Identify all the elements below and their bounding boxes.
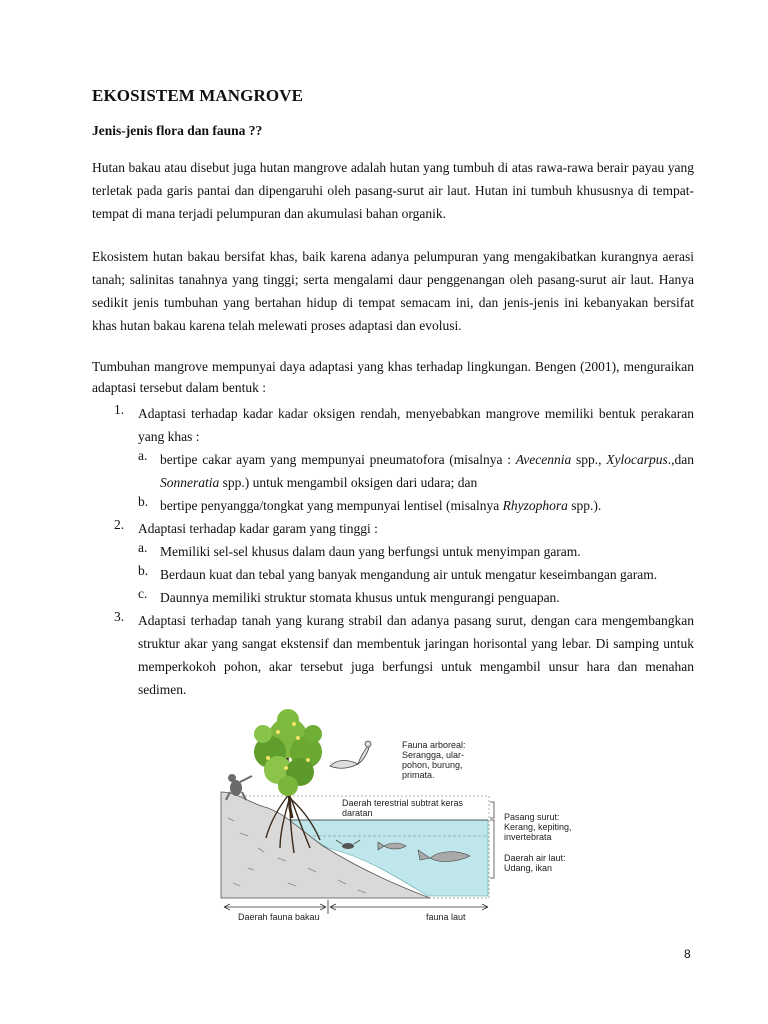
- species-name: Xylocarpus: [606, 452, 668, 467]
- paragraph-1: Hutan bakau atau disebut juga hutan mangrove adalah hutan yang tumbuh di atas rawa-rawa berair payau yang terletak pada garis pantai dan dipengaruhi oleh pasang-surut air laut. Hutan ini tumbuh khususnya di tempat-tempat di mana terjadi pelumpuran dan akumulasi bahan organik.: [92, 160, 694, 221]
- mangrove-ecosystem-figure: [218, 708, 590, 928]
- paragraph-3: Tumbuhan mangrove mempunyai daya adaptasi yang khas terhadap lingkungan. Bengen (2001), menguraikan adaptasi tersebut dalam bentuk :: [92, 359, 694, 395]
- list-number: 1.: [114, 402, 125, 417]
- page-title: EKOSISTEM MANGROVE: [92, 86, 304, 105]
- sub-letter: b.: [138, 494, 149, 509]
- page-number: 8: [684, 947, 691, 961]
- tidal-zone-label: Pasang surut: Kerang, kepiting, invertebrata: [504, 812, 572, 842]
- sub-text: bertipe penyangga/tongkat yang mempunyai lentisel (misalnya Rhyzophora spp.).: [160, 498, 602, 513]
- sub-letter: b.: [138, 563, 149, 578]
- list-number: 2.: [114, 517, 125, 532]
- list-text: Adaptasi terhadap kadar garam yang tinggi :: [138, 521, 378, 536]
- section-subtitle: Jenis-jenis flora dan fauna ??: [92, 123, 263, 138]
- sea-fauna-label: fauna laut: [426, 912, 466, 922]
- sub-text: Daunnya memiliki struktur stomata khusus untuk mengurangi penguapan.: [160, 590, 560, 605]
- species-name: Rhyzophora: [502, 498, 568, 513]
- sub-text: bertipe cakar ayam yang mempunyai pneumatofora (misalnya : Avecennia spp., Xylocarpus.,dan Sonneratia spp.) untuk mengambil oksigen dari udara; dan: [160, 452, 694, 490]
- paragraph-2: Ekosistem hutan bakau bersifat khas, baik karena adanya pelumpuran yang mengakibatkan kurangnya aerasi tanah; salinitas tanahnya yang tinggi; serta mengalami daur penggenangan oleh pasang-surut air laut. Hanya sedikit jenis tumbuhan yang bertahan hidup di tempat semacam ini, dan jenis-jenis ini kebanyakan bersifat khas hutan bakau karena telah melewati proses adaptasi dan evolusi.: [92, 249, 694, 333]
- species-name: Sonneratia: [160, 475, 220, 490]
- list-text: Adaptasi terhadap kadar kadar oksigen rendah, menyebabkan mangrove memiliki bentuk perakaran yang khas :: [138, 406, 694, 444]
- species-name: Avecennia: [515, 452, 572, 467]
- sea-zone-label: Daerah air laut: Udang, ikan: [504, 853, 566, 873]
- list-text: Adaptasi terhadap tanah yang kurang strabil dan adanya pasang surut, dengan cara mengembangkan struktur akar yang sangat ekstensif dan membentuk jaringan horisontal yang lebar. Di samping untuk memperkokoh pohon, akar tersebut juga berfungsi untuk mengambil unsur hara dan menahan sedimen.: [138, 613, 694, 697]
- sub-letter: a.: [138, 448, 148, 463]
- mangrove-fauna-label: Daerah fauna bakau: [238, 912, 320, 922]
- sub-text: Memiliki sel-sel khusus dalam daun yang berfungsi untuk menyimpan garam.: [160, 544, 581, 559]
- sub-letter: a.: [138, 540, 148, 555]
- terrestrial-zone-label: Daerah terestrial subtrat keras daratan: [342, 798, 464, 818]
- sub-text: Berdaun kuat dan tebal yang banyak mengandung air untuk mengatur keseimbangan garam.: [160, 567, 658, 582]
- sub-letter: c.: [138, 586, 148, 601]
- list-number: 3.: [114, 609, 125, 624]
- fauna-arboreal-label: Fauna arboreal: Serangga, ular- pohon, burung, primata.: [402, 740, 466, 780]
